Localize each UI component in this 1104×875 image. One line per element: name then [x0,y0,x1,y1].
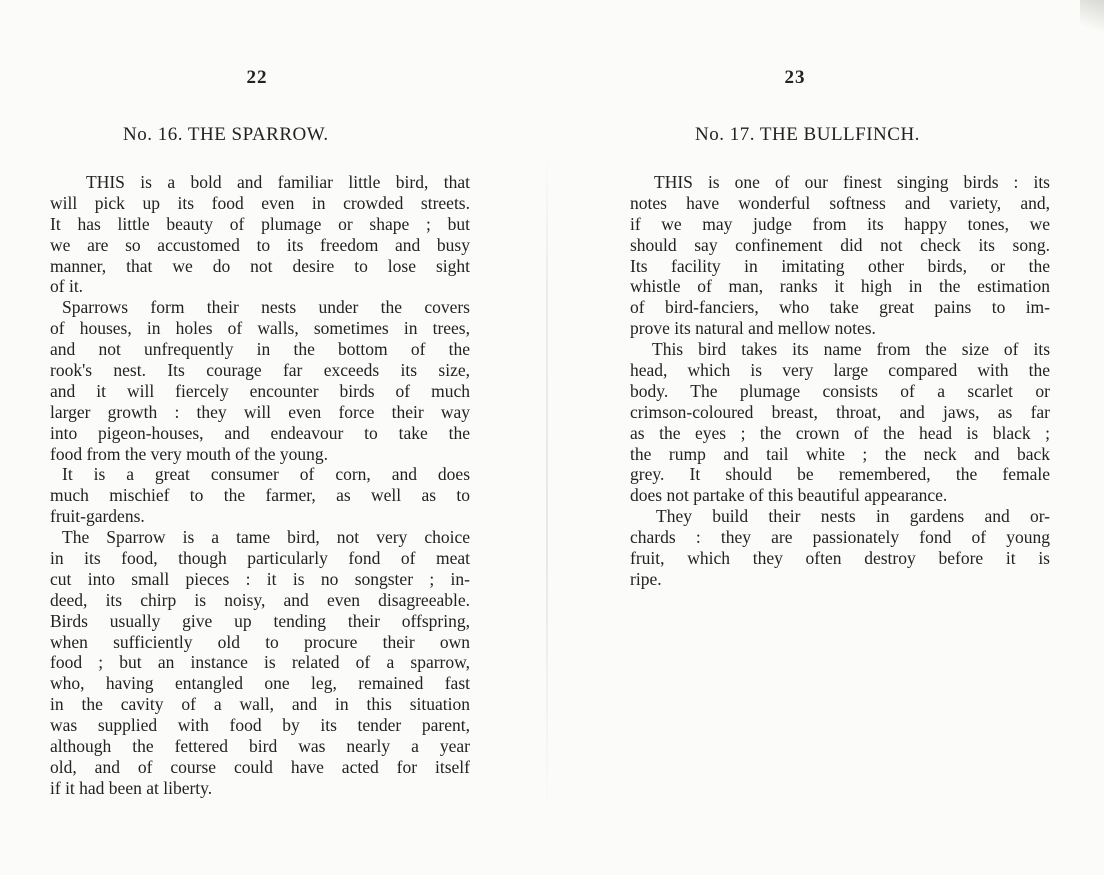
text-line: of it. [50,276,84,297]
text-line: prove its natural and mellow notes. [630,318,876,339]
text-line: It has little beauty of plumage or shape ; but [50,213,470,234]
text-line: in the cavity of a wall, and in this situation [50,694,470,715]
text-line: body. The plumage consists of a scarlet or [630,380,1050,401]
text-line: as the eyes ; the crown of the head is black ; [630,422,1050,443]
text-line: old, and of course could have acted for itself [50,756,470,777]
text-line: Birds usually give up tending their offspring, [50,610,470,631]
text-line: The Sparrow is a tame bird, not very choice [62,527,470,548]
text-line: THIS is one of our finest singing birds : its [654,172,1050,192]
text-line: rook's nest. Its courage far exceeds its size, [50,360,470,381]
text-line: although the fettered bird was nearly a year [50,736,470,757]
text-line: was supplied with food by its tender parent, [50,715,470,736]
text-line: into pigeon-houses, and endeavour to take the [50,422,470,443]
book-gutter [546,150,548,820]
text-line: much mischief to the farmer, as well as to [50,485,470,506]
page-number-left: 22 [246,67,268,88]
text-line: head, which is very large compared with the [630,360,1050,381]
text-line: if it had been at liberty. [50,777,213,798]
text-line: ripe. [630,568,662,589]
text-line: Its facility in imitating other birds, or the [630,255,1050,276]
text-line: if we may judge from its happy tones, we [630,213,1050,234]
text-line: food ; but an instance is related of a sparrow, [50,652,470,673]
text-line: whistle of man, ranks it high in the estimation [630,276,1050,297]
text-line: Sparrows form their nests under the covers [62,297,470,318]
page-number-right: 23 [784,67,806,88]
text-line: crimson-coloured breast, throat, and jaws, as far [630,401,1050,422]
text-line: will pick up its food even in crowded streets. [50,192,470,213]
text-line: in its food, though particularly fond of meat [50,548,470,569]
text-line: and not unfrequently in the bottom of the [50,339,470,360]
text-line: and it will fiercely encounter birds of much [50,380,470,401]
text-line: notes have wonderful softness and variety, and, [630,192,1050,213]
body-text-bullfinch [630,172,1050,590]
text-line: They build their nests in gardens and or- [656,506,1050,527]
text-line: This bird takes its name from the size of its [652,339,1050,360]
text-line: we are so accustomed to its freedom and busy [50,234,470,255]
text-line: cut into small pieces : it is no songster ; in- [50,568,470,589]
text-line: chards : they are passionately fond of young [630,527,1050,548]
text-line: THIS is a bold and familiar little bird, that [86,172,470,192]
text-line: food from the very mouth of the young. [50,443,329,464]
text-line: the rump and tail white ; the neck and back [630,443,1050,464]
text-line: should say confinement did not check its song. [630,234,1050,255]
section-heading-sparrow: No. 16. THE SPARROW. [123,124,329,145]
text-line: of houses, in holes of walls, sometimes in trees, [50,318,470,339]
text-line: who, having entangled one leg, remained fast [50,673,470,694]
text-line: does not partake of this beautiful appearance. [630,485,948,506]
text-line: It is a great consumer of corn, and does [62,464,470,485]
section-heading-bullfinch: No. 17. THE BULLFINCH. [695,124,920,145]
text-line: deed, its chirp is noisy, and even disagreeable. [50,589,470,610]
text-line: fruit, which they often destroy before it is [630,548,1050,569]
text-line: manner, that we do not desire to lose sight [50,255,470,276]
text-line: of bird-fanciers, who take great pains to im- [630,297,1050,318]
text-line: larger growth : they will even force their way [50,401,470,422]
text-line: when sufficiently old to procure their own [50,631,470,652]
text-line: grey. It should be remembered, the female [630,464,1050,485]
page-corner-fold [1080,0,1104,40]
text-line: fruit-gardens. [50,506,145,527]
body-text-sparrow [50,172,470,799]
